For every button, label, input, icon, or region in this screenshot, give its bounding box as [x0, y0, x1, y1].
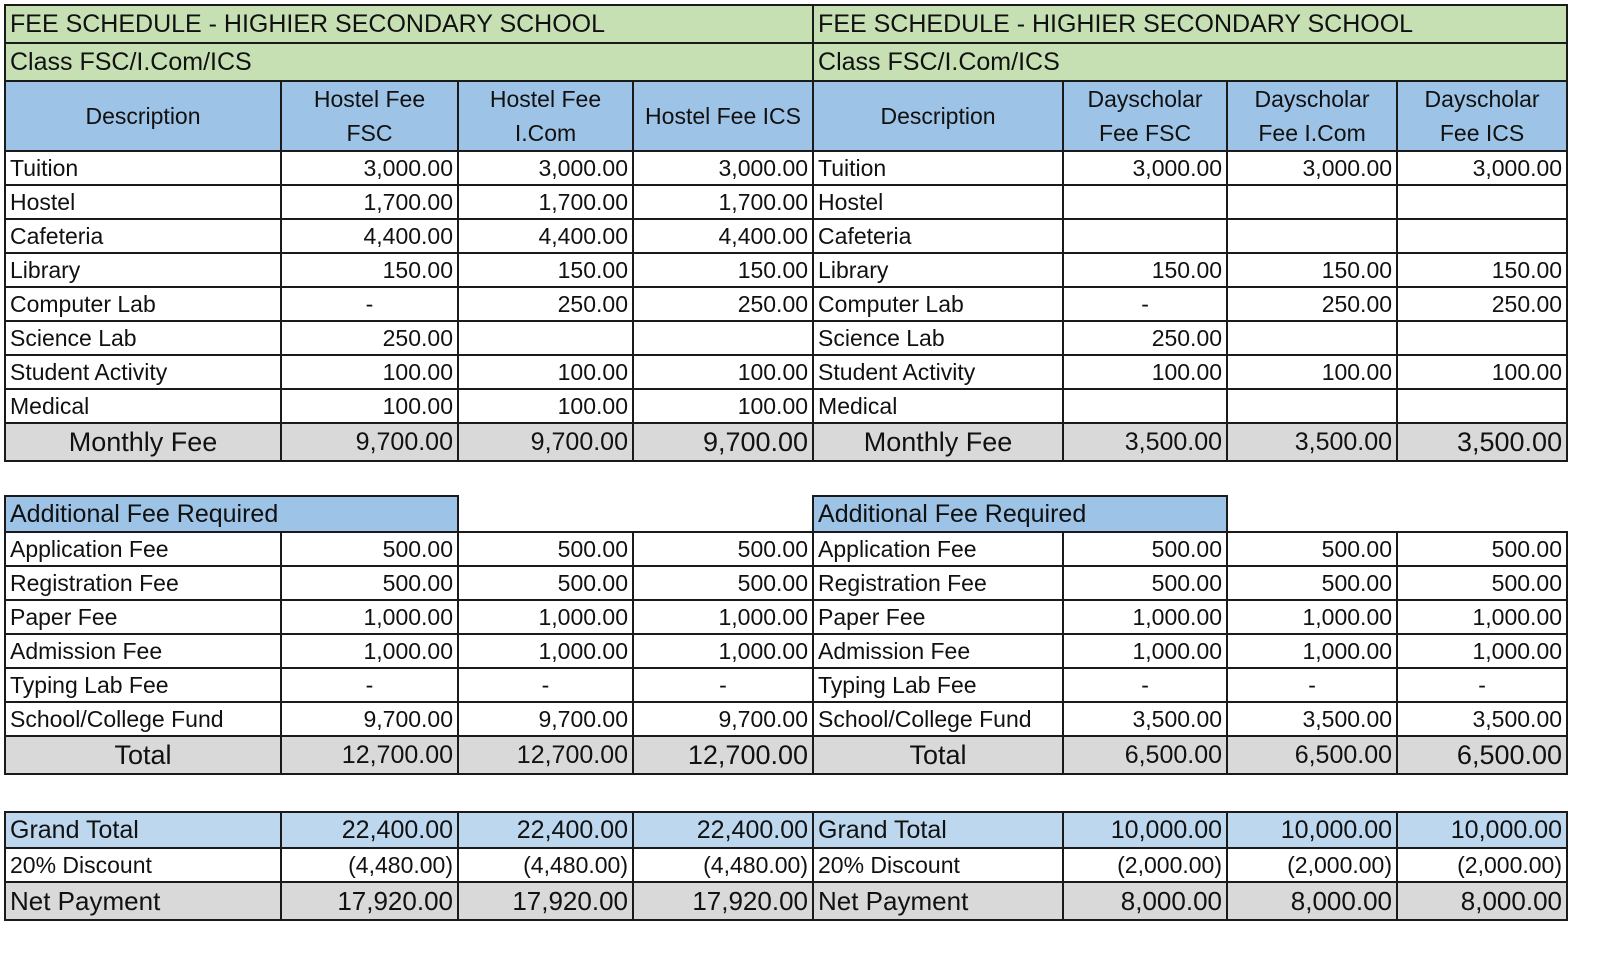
right-additional-value: -	[1227, 668, 1397, 702]
left-total-label: Total	[5, 736, 281, 774]
left-additional-label: Admission Fee	[5, 634, 281, 668]
left-row-label: Tuition	[5, 151, 281, 185]
left-fee-value: 250.00	[458, 287, 633, 321]
left-fee-value: 1,700.00	[281, 185, 458, 219]
left-additional-value: 500.00	[633, 566, 813, 600]
left-discount-label: 20% Discount	[5, 848, 281, 882]
right-additional-value: -	[1063, 668, 1227, 702]
right-fee-value: 250.00	[1063, 321, 1227, 355]
right-grand-total-label: Grand Total	[813, 812, 1063, 848]
right-class-label: Class FSC/I.Com/ICS	[813, 43, 1567, 81]
additional-fee-row	[5, 566, 1567, 600]
right-monthly-value: 3,500.00	[1063, 423, 1227, 461]
right-additional-value: 1,000.00	[1227, 634, 1397, 668]
right-fee-value	[1397, 389, 1567, 423]
left-fee-value: 3,000.00	[633, 151, 813, 185]
left-fee-value	[458, 321, 633, 355]
right-fee-value: 150.00	[1227, 253, 1397, 287]
right-row-label: Library	[813, 253, 1063, 287]
right-fee-value: 3,000.00	[1063, 151, 1227, 185]
left-fee-value: 100.00	[633, 355, 813, 389]
fee-row	[5, 321, 1567, 355]
left-grand-total-value: 22,400.00	[458, 812, 633, 848]
right-total-label: Total	[813, 736, 1063, 774]
right-column-header-line: Description	[880, 103, 996, 129]
right-discount-value: (2,000.00)	[1063, 848, 1227, 882]
right-additional-label: Registration Fee	[813, 566, 1063, 600]
left-additional-value: 1,000.00	[281, 600, 458, 634]
fee-row	[5, 253, 1567, 287]
right-additional-value: 1,000.00	[1227, 600, 1397, 634]
left-additional-value: 500.00	[281, 532, 458, 566]
right-column-header	[1063, 81, 1227, 151]
left-fee-value	[633, 321, 813, 355]
right-discount-value: (2,000.00)	[1227, 848, 1397, 882]
left-additional-value: 1,000.00	[633, 634, 813, 668]
right-additional-value: 3,500.00	[1397, 702, 1567, 736]
left-additional-value: 500.00	[633, 532, 813, 566]
right-additional-label: Application Fee	[813, 532, 1063, 566]
right-column-header-line: Fee I.Com	[1258, 120, 1366, 146]
right-additional-label: Typing Lab Fee	[813, 668, 1063, 702]
left-net-label: Net Payment	[5, 882, 281, 920]
right-net-value: 8,000.00	[1063, 882, 1227, 920]
right-additional-value: 1,000.00	[1063, 600, 1227, 634]
additional-fee-row	[5, 702, 1567, 736]
fee-row	[5, 185, 1567, 219]
left-row-label: Medical	[5, 389, 281, 423]
right-fee-value: 250.00	[1397, 287, 1567, 321]
additional-fee-row	[5, 532, 1567, 566]
left-title: FEE SCHEDULE - HIGHIER SECONDARY SCHOOL	[5, 5, 813, 43]
left-additional-value: 1,000.00	[458, 600, 633, 634]
right-additional-value: 1,000.00	[1397, 634, 1567, 668]
left-additional-label: Typing Lab Fee	[5, 668, 281, 702]
left-additional-value: 9,700.00	[281, 702, 458, 736]
right-additional-label: Admission Fee	[813, 634, 1063, 668]
right-additional-value: 3,500.00	[1063, 702, 1227, 736]
left-row-label: Library	[5, 253, 281, 287]
left-fee-value: 100.00	[281, 389, 458, 423]
right-net-value: 8,000.00	[1397, 882, 1567, 920]
right-net-label: Net Payment	[813, 882, 1063, 920]
left-fee-value: 1,700.00	[633, 185, 813, 219]
right-additional-label: School/College Fund	[813, 702, 1063, 736]
right-fee-value: 100.00	[1227, 355, 1397, 389]
left-additional-label: School/College Fund	[5, 702, 281, 736]
right-row-label: Cafeteria	[813, 219, 1063, 253]
fee-schedule-table	[4, 4, 1568, 462]
left-total-value: 12,700.00	[458, 736, 633, 774]
right-additional-value: 500.00	[1397, 532, 1567, 566]
right-monthly-label: Monthly Fee	[813, 423, 1063, 461]
right-row-label: Computer Lab	[813, 287, 1063, 321]
left-column-header-line: I.Com	[514, 120, 577, 146]
left-discount-value: (4,480.00)	[281, 848, 458, 882]
left-additional-value: -	[281, 668, 458, 702]
left-fee-value: 250.00	[633, 287, 813, 321]
left-column-header	[281, 81, 458, 151]
monthly-fee-row	[5, 423, 1567, 461]
right-net-value: 8,000.00	[1227, 882, 1397, 920]
right-fee-value	[1397, 321, 1567, 355]
right-fee-value	[1063, 389, 1227, 423]
fee-row	[5, 151, 1567, 185]
left-discount-value: (4,480.00)	[458, 848, 633, 882]
net-payment-row	[5, 882, 1567, 920]
left-additional-value: -	[458, 668, 633, 702]
title-row	[5, 5, 1567, 43]
left-net-value: 17,920.00	[633, 882, 813, 920]
right-additional-value: 500.00	[1063, 566, 1227, 600]
left-additional-value: 1,000.00	[633, 600, 813, 634]
right-row-label: Hostel	[813, 185, 1063, 219]
left-column-header	[633, 81, 813, 151]
left-column-header-line: Hostel Fee	[489, 86, 602, 112]
right-column-header-line: Fee FSC	[1099, 120, 1192, 146]
right-fee-value: 150.00	[1397, 253, 1567, 287]
grand-total-row	[5, 812, 1567, 848]
right-header-spacer	[1227, 496, 1567, 532]
left-additional-value: 500.00	[281, 566, 458, 600]
left-discount-value: (4,480.00)	[633, 848, 813, 882]
left-column-header	[5, 81, 281, 151]
left-grand-total-value: 22,400.00	[633, 812, 813, 848]
right-fee-value	[1227, 185, 1397, 219]
left-grand-total-label: Grand Total	[5, 812, 281, 848]
grand-total-table	[4, 811, 1568, 921]
left-row-label: Student Activity	[5, 355, 281, 389]
right-fee-value: 3,000.00	[1227, 151, 1397, 185]
right-additional-value: -	[1397, 668, 1567, 702]
right-fee-value	[1063, 219, 1227, 253]
left-additional-title: Additional Fee Required	[5, 496, 458, 532]
left-additional-value: 1,000.00	[281, 634, 458, 668]
additional-fee-row	[5, 634, 1567, 668]
column-header-row	[5, 81, 1567, 151]
right-fee-value: 3,000.00	[1397, 151, 1567, 185]
right-fee-value: 100.00	[1063, 355, 1227, 389]
right-additional-value: 1,000.00	[1063, 634, 1227, 668]
right-additional-label: Paper Fee	[813, 600, 1063, 634]
left-column-header-line: Description	[85, 103, 201, 129]
right-fee-value: 150.00	[1063, 253, 1227, 287]
right-discount-value: (2,000.00)	[1397, 848, 1567, 882]
right-row-label: Tuition	[813, 151, 1063, 185]
left-additional-value: 9,700.00	[458, 702, 633, 736]
left-additional-value: 1,000.00	[458, 634, 633, 668]
right-fee-value	[1227, 321, 1397, 355]
additional-header-row	[5, 496, 1567, 532]
left-row-label: Hostel	[5, 185, 281, 219]
left-net-value: 17,920.00	[281, 882, 458, 920]
left-net-value: 17,920.00	[458, 882, 633, 920]
fee-row	[5, 219, 1567, 253]
discount-row	[5, 848, 1567, 882]
left-class-label: Class FSC/I.Com/ICS	[5, 43, 813, 81]
left-monthly-label: Monthly Fee	[5, 423, 281, 461]
right-fee-value: 100.00	[1397, 355, 1567, 389]
additional-fee-row	[5, 668, 1567, 702]
right-row-label: Medical	[813, 389, 1063, 423]
right-column-header	[1227, 81, 1397, 151]
left-fee-value: 4,400.00	[458, 219, 633, 253]
left-monthly-value: 9,700.00	[281, 423, 458, 461]
left-fee-value: 100.00	[633, 389, 813, 423]
left-fee-value: 100.00	[458, 355, 633, 389]
left-fee-value: 150.00	[633, 253, 813, 287]
left-fee-value: 150.00	[458, 253, 633, 287]
left-total-value: 12,700.00	[633, 736, 813, 774]
right-fee-value: 250.00	[1227, 287, 1397, 321]
left-row-label: Cafeteria	[5, 219, 281, 253]
left-monthly-value: 9,700.00	[633, 423, 813, 461]
left-fee-value: 4,400.00	[281, 219, 458, 253]
left-header-spacer	[458, 496, 813, 532]
right-fee-value	[1063, 185, 1227, 219]
right-column-header-line: Fee ICS	[1439, 120, 1525, 146]
right-monthly-value: 3,500.00	[1227, 423, 1397, 461]
right-title: FEE SCHEDULE - HIGHIER SECONDARY SCHOOL	[813, 5, 1567, 43]
left-column-header	[458, 81, 633, 151]
right-fee-value: -	[1063, 287, 1227, 321]
additional-fee-table	[4, 495, 1568, 775]
left-fee-value: 1,700.00	[458, 185, 633, 219]
right-total-value: 6,500.00	[1227, 736, 1397, 774]
right-additional-value: 500.00	[1227, 566, 1397, 600]
left-monthly-value: 9,700.00	[458, 423, 633, 461]
left-column-header-line: FSC	[346, 120, 393, 146]
left-additional-label: Application Fee	[5, 532, 281, 566]
fee-row	[5, 389, 1567, 423]
left-fee-value: 100.00	[458, 389, 633, 423]
right-column-header	[1397, 81, 1567, 151]
right-fee-value	[1227, 219, 1397, 253]
fee-row	[5, 287, 1567, 321]
left-fee-value: 150.00	[281, 253, 458, 287]
left-row-label: Science Lab	[5, 321, 281, 355]
fee-row	[5, 355, 1567, 389]
right-column-header-line: Dayscholar	[1424, 86, 1540, 112]
left-additional-label: Paper Fee	[5, 600, 281, 634]
left-fee-value: 3,000.00	[458, 151, 633, 185]
right-row-label: Science Lab	[813, 321, 1063, 355]
right-monthly-value: 3,500.00	[1397, 423, 1567, 461]
left-grand-total-value: 22,400.00	[281, 812, 458, 848]
right-row-label: Student Activity	[813, 355, 1063, 389]
left-additional-value: 9,700.00	[633, 702, 813, 736]
additional-fee-row	[5, 600, 1567, 634]
left-row-label: Computer Lab	[5, 287, 281, 321]
right-column-header	[813, 81, 1063, 151]
left-fee-value: 100.00	[281, 355, 458, 389]
left-fee-value: 3,000.00	[281, 151, 458, 185]
right-grand-total-value: 10,000.00	[1063, 812, 1227, 848]
right-fee-value	[1397, 185, 1567, 219]
left-fee-value: 4,400.00	[633, 219, 813, 253]
left-total-value: 12,700.00	[281, 736, 458, 774]
left-additional-value: 500.00	[458, 532, 633, 566]
right-fee-value	[1397, 219, 1567, 253]
right-column-header-line: Dayscholar	[1254, 86, 1370, 112]
right-grand-total-value: 10,000.00	[1397, 812, 1567, 848]
left-column-header-line: Hostel Fee ICS	[645, 103, 801, 129]
right-additional-value: 500.00	[1063, 532, 1227, 566]
right-additional-title: Additional Fee Required	[813, 496, 1227, 532]
right-total-value: 6,500.00	[1397, 736, 1567, 774]
left-additional-value: -	[633, 668, 813, 702]
right-discount-label: 20% Discount	[813, 848, 1063, 882]
right-additional-value: 500.00	[1397, 566, 1567, 600]
right-additional-value: 1,000.00	[1397, 600, 1567, 634]
total-row	[5, 736, 1567, 774]
left-additional-value: 500.00	[458, 566, 633, 600]
right-column-header-line: Dayscholar	[1087, 86, 1203, 112]
right-additional-value: 3,500.00	[1227, 702, 1397, 736]
right-grand-total-value: 10,000.00	[1227, 812, 1397, 848]
right-total-value: 6,500.00	[1063, 736, 1227, 774]
left-column-header-line: Hostel Fee	[313, 86, 426, 112]
left-fee-value: -	[281, 287, 458, 321]
class-row	[5, 43, 1567, 81]
right-fee-value	[1227, 389, 1397, 423]
right-additional-value: 500.00	[1227, 532, 1397, 566]
left-additional-label: Registration Fee	[5, 566, 281, 600]
left-fee-value: 250.00	[281, 321, 458, 355]
